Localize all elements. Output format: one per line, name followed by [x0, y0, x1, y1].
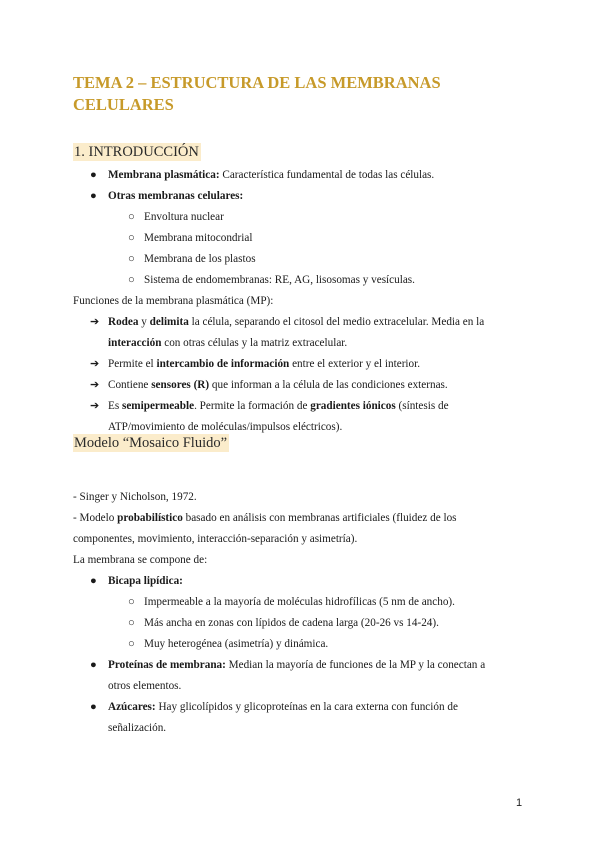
- bullet-icon: ●: [90, 169, 97, 181]
- title-line-1: TEMA 2 – ESTRUCTURA DE LAS MEMBRANAS: [73, 73, 441, 92]
- sub-bullet-icon: ○: [128, 274, 135, 286]
- sub-bullet-icon: ○: [128, 638, 135, 650]
- bullet-icon: ●: [90, 190, 97, 202]
- bullet-icon: ●: [90, 701, 97, 713]
- funcion-sensores: Contiene sensores (R) que informan a la célula de las condiciones externas.: [108, 379, 448, 391]
- section-heading-mosaico-fluido: [73, 435, 229, 452]
- funcion-semipermeable-line-2: ATP/movimiento de moléculas/impulsos eléctricos).: [108, 421, 343, 433]
- modelo-line-1: - Modelo probabilístico basado en análisis con membranas artificiales (fluidez de los: [73, 512, 457, 524]
- arrow-right-icon: ➔: [90, 400, 100, 412]
- page-title: [73, 72, 533, 116]
- list-item-mas-ancha: Más ancha en zonas con lípidos de cadena larga (20-26 vs 14-24).: [144, 617, 439, 629]
- arrow-right-icon: ➔: [90, 379, 100, 391]
- list-item-heterogenea: Muy heterogénea (asimetría) y dinámica.: [144, 638, 329, 650]
- sub-bullet-icon: ○: [128, 617, 135, 629]
- bullet-icon: ●: [90, 575, 97, 587]
- list-item-otras-membranas: Otras membranas celulares:: [108, 190, 244, 202]
- list-item-endomembranas: Sistema de endomembranas: RE, AG, lisosomas y vesículas.: [144, 274, 415, 286]
- sub-bullet-icon: ○: [128, 253, 135, 265]
- section-heading-text: 1. INTRODUCCIÓN: [74, 144, 199, 160]
- list-item-impermeable: Impermeable a la mayoría de moléculas hidrofílicas (5 nm de ancho).: [144, 596, 455, 608]
- sub-bullet-icon: ○: [128, 596, 135, 608]
- title-line-2: CELULARES: [73, 95, 174, 114]
- list-item-membrana-plasmatica: Membrana plasmática: Característica fundamental de todas las células.: [108, 169, 435, 181]
- list-item-bicapa: Bicapa lipídica:: [108, 575, 183, 587]
- arrow-right-icon: ➔: [90, 358, 100, 370]
- funcion-rodea-line-2: interacción con otras células y la matriz extracelular.: [108, 337, 348, 349]
- list-item-mitocondrial: Membrana mitocondrial: [144, 232, 253, 244]
- section-heading-text: Modelo “Mosaico Fluido”: [74, 435, 228, 451]
- sub-bullet-icon: ○: [128, 232, 135, 244]
- compone-intro: La membrana se compone de:: [73, 554, 208, 566]
- modelo-line-2: componentes, movimiento, interacción-separación y asimetría).: [73, 533, 358, 545]
- list-item-envoltura: Envoltura nuclear: [144, 211, 224, 223]
- list-item-proteinas-line-2: otros elementos.: [108, 680, 182, 692]
- funcion-semipermeable-line-1: Es semipermeable. Permite la formación de gradientes iónicos (síntesis de: [108, 400, 449, 412]
- funcion-rodea-line-1: Rodea y delimita la célula, separando el citosol del medio extracelular. Media en la: [108, 316, 485, 328]
- list-item-azucares-line-1: Azúcares: Hay glicolípidos y glicoproteínas en la cara externa con función de: [108, 701, 458, 713]
- list-item-proteinas-line-1: Proteínas de membrana: Median la mayoría de funciones de la MP y la conectan a: [108, 659, 486, 671]
- list-item-plastos: Membrana de los plastos: [144, 253, 256, 265]
- bullet-icon: ●: [90, 659, 97, 671]
- list-item-azucares-line-2: señalización.: [108, 722, 167, 734]
- page-number: 1: [516, 797, 523, 809]
- section-heading-introduccion: [73, 144, 201, 161]
- arrow-right-icon: ➔: [90, 316, 100, 328]
- funciones-intro: Funciones de la membrana plasmática (MP):: [73, 295, 274, 307]
- sub-bullet-icon: ○: [128, 211, 135, 223]
- funcion-intercambio: Permite el intercambio de información entre el exterior y el interior.: [108, 358, 421, 370]
- authors-line: - Singer y Nicholson, 1972.: [73, 491, 197, 503]
